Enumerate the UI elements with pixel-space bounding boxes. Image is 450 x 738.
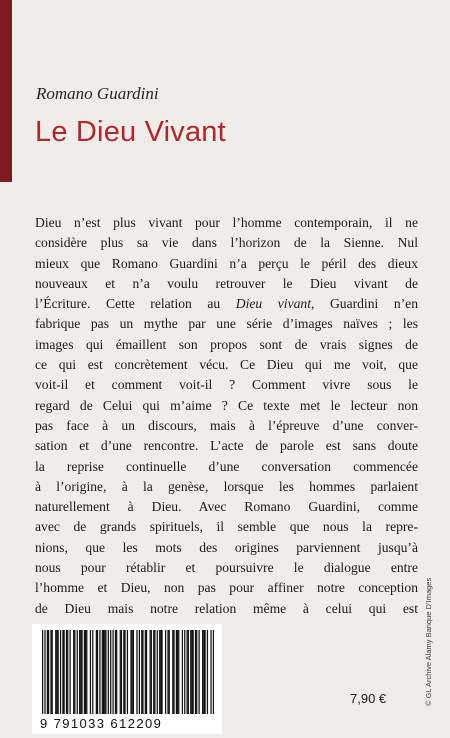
blurb-line: regard de Celui qui m’aime ? Ce texte met le lecteur non [35, 397, 418, 413]
blurb-line: sation et d’une rencontre. L’acte de parole est sans doute [35, 438, 418, 454]
blurb-line: à l’origine, à la genèse, lorsque les hommes parlaient [35, 478, 418, 494]
barcode-bar [48, 630, 49, 714]
blurb-line: avec de grands spirituels, il semble que nous la repre- [35, 519, 418, 535]
barcode-bar [79, 630, 80, 714]
barcode-bar [136, 630, 137, 714]
barcode-bar [213, 630, 214, 714]
barcode-bar [204, 630, 205, 714]
barcode-bar [58, 630, 59, 714]
blurb-line: nous pour rétablir et poursuivre le dialogue entre [35, 560, 418, 576]
barcode-bar [188, 630, 189, 714]
barcode-bar [160, 630, 161, 714]
spine-stripe [0, 0, 12, 182]
barcode-bar [108, 630, 109, 714]
blurb-line: images qui émaillent son propos sont de vrais signes de [35, 336, 418, 352]
barcode-bar [184, 630, 185, 714]
barcode-bar [80, 630, 81, 714]
barcode-bar [203, 630, 204, 714]
barcode-bar [133, 630, 134, 714]
barcode-bar [193, 630, 194, 714]
barcode-bar [84, 630, 85, 714]
blurb-line: naturellement à Dieu. Avec Romano Guardini, comme [35, 499, 418, 515]
barcode-bar [110, 630, 111, 714]
back-cover-blurb [35, 213, 418, 639]
barcode-bar [157, 630, 158, 714]
blurb-line: l’homme et Dieu, non pas pour affiner notre conception [35, 580, 418, 596]
blurb-line: la reprise continuelle d’une conversation commencée [35, 458, 418, 474]
barcode-bar [86, 630, 87, 714]
barcode-bar [141, 630, 142, 714]
barcode-bar [50, 630, 51, 714]
blurb-line: considère plus sa vie dans l’horizon de la Sienne. Nul [35, 235, 418, 251]
barcode-bar [105, 630, 106, 714]
barcode-bar [146, 630, 147, 714]
barcode-bar [44, 630, 45, 714]
barcode-bar [195, 630, 196, 714]
barcode-bar [151, 630, 152, 714]
barcode-bar [99, 630, 100, 714]
barcode-bar [121, 630, 122, 714]
barcode-bar [130, 630, 131, 714]
barcode-bar [159, 630, 160, 714]
barcode-bar [96, 630, 97, 714]
barcode-bar [150, 630, 151, 714]
barcode-bar [153, 630, 154, 714]
barcode-bar [202, 630, 203, 714]
blurb-line: nions, que les mots des origines parviennent jusqu’à [35, 539, 418, 555]
barcode-bar [165, 630, 166, 714]
blurb-line: pas face à un discours, mais à l’épreuve d’une conver- [35, 417, 418, 433]
barcode-bar [56, 630, 57, 714]
barcode-bar [161, 630, 162, 714]
barcode-bar [104, 630, 105, 714]
barcode-bar [190, 630, 191, 714]
barcode-bar [169, 630, 170, 714]
blurb-line-tail: , Guardini n’en [311, 296, 419, 312]
blurb-line [35, 294, 418, 314]
barcode-panel [32, 624, 222, 734]
author-name: Romano Guardini [36, 84, 159, 103]
photo-credit: © GL Archive Alamy Banque D’Images [424, 577, 433, 706]
barcode-bar [77, 630, 78, 714]
barcode-bar [85, 630, 86, 714]
barcode-icon [42, 630, 214, 714]
barcode-bar [97, 630, 98, 714]
barcode-bar [90, 630, 91, 714]
barcode-bar [142, 630, 143, 714]
blurb-line: ce qui est concrètement vécu. Ce Dieu qui me voit, que [35, 357, 418, 373]
barcode-bar [62, 630, 63, 714]
blurb-emphasis: Dieu vivant [235, 296, 311, 312]
barcode-bar [139, 630, 140, 714]
barcode-bar [182, 630, 183, 714]
barcode-bar [73, 630, 74, 714]
blurb-line: nouveaux et n’a voulu retrouver le Dieu vivant de [35, 275, 418, 291]
barcode-bar [115, 630, 116, 714]
barcode-bar [207, 630, 208, 714]
blurb-line: fabrique pas un mythe par une série d’images naïves ; les [35, 316, 418, 332]
barcode-bar [120, 630, 121, 714]
barcode-bar [66, 630, 67, 714]
isbn-number: 9 791033 612209 [40, 716, 163, 731]
barcode-bar [103, 630, 104, 714]
barcode-bar [67, 630, 68, 714]
barcode-bar [173, 630, 174, 714]
barcode-bar [47, 630, 48, 714]
barcode-bar [127, 630, 128, 714]
barcode-bar [124, 630, 125, 714]
barcode-bar [116, 630, 117, 714]
barcode-bar [60, 630, 61, 714]
barcode-bar [69, 630, 70, 714]
barcode-bar [198, 630, 199, 714]
barcode-bar [176, 630, 177, 714]
barcode-bar [187, 630, 188, 714]
barcode-bar [132, 630, 133, 714]
barcode-bar [177, 630, 178, 714]
blurb-line: mieux que Romano Guardini n’a perçu le péril des dieux [35, 255, 418, 271]
barcode-bar [102, 630, 103, 714]
blurb-line-head: l’Écriture. Cette relation au [35, 296, 236, 312]
barcode-bar [42, 630, 43, 714]
barcode-bar [74, 630, 75, 714]
barcode-bar [167, 630, 168, 714]
barcode-bar [172, 630, 173, 714]
barcode-bar [112, 630, 113, 714]
price-label: 7,90 € [350, 691, 387, 706]
barcode-bar [210, 630, 211, 714]
book-title: Le Dieu Vivant [35, 116, 226, 148]
barcode-bar [52, 630, 53, 714]
barcode-bar [81, 630, 82, 714]
barcode-bar [64, 630, 65, 714]
barcode-bar [154, 630, 155, 714]
blurb-line: voit-il et comment voit-il ? Comment vivre sous le [35, 377, 418, 393]
barcode-bar [196, 630, 197, 714]
barcode-bar [145, 630, 146, 714]
barcode-bar [178, 630, 179, 714]
barcode-bar [191, 630, 192, 714]
blurb-line: de Dieu mais notre relation même à celui qui est [35, 600, 418, 616]
barcode-bar [92, 630, 93, 714]
blurb-line: Dieu n’est plus vivant pour l’homme contemporain, il ne [35, 215, 418, 230]
barcode-bar [55, 630, 56, 714]
barcode-bar [123, 630, 124, 714]
